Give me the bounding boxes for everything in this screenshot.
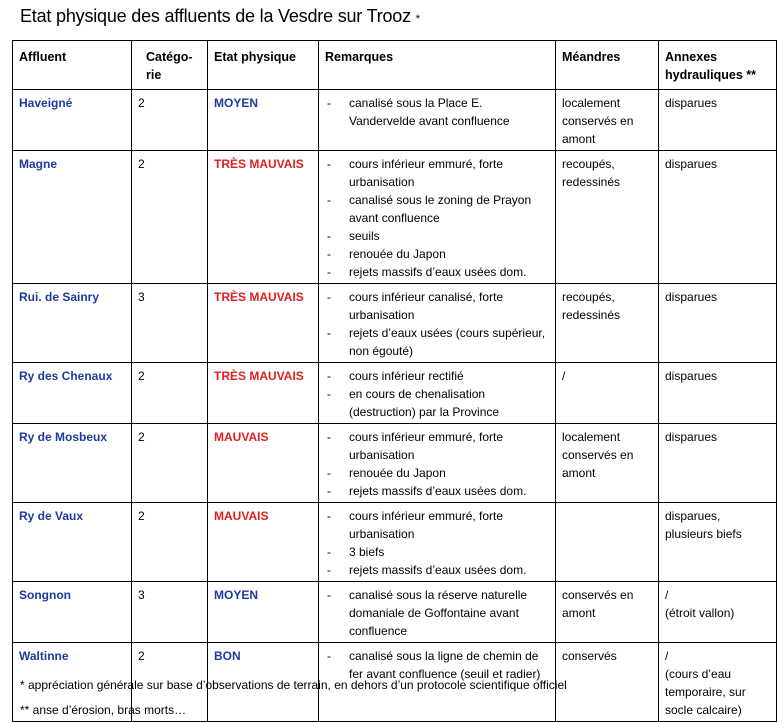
remarque-item: - cours inférieur emmuré, forte urbanisation	[325, 428, 549, 464]
page-title	[20, 6, 420, 27]
page-title-text: Etat physique des affluents de la Vesdre sur Trooz	[20, 6, 411, 26]
etat-physique-value: TRÈS MAUVAIS	[208, 151, 319, 284]
remarques-list	[325, 586, 549, 640]
meandres-value: conservés	[556, 643, 659, 722]
categorie-value: 2	[132, 151, 208, 284]
remarques-cell	[319, 363, 556, 424]
remarque-item: - cours inférieur canalisé, forte urbanisation	[325, 288, 549, 324]
remarques-cell	[319, 503, 556, 582]
remarque-item: - seuils	[325, 227, 549, 245]
annexes-value: disparues	[659, 424, 777, 503]
categorie-value: 3	[132, 284, 208, 363]
remarque-item: - canalisé sous la ligne de chemin de fer avant confluence (seuil et radier)	[325, 647, 549, 683]
affluent-name: Waltinne	[13, 643, 132, 722]
remarque-item: - rejets massifs d’eaux usées dom.	[325, 482, 549, 500]
remarques-cell	[319, 284, 556, 363]
etat-physique-value: MOYEN	[208, 90, 319, 151]
categorie-value: 3	[132, 582, 208, 643]
remarque-item: - renouée du Japon	[325, 245, 549, 263]
etat-physique-value: TRÈS MAUVAIS	[208, 363, 319, 424]
categorie-value: 2	[132, 643, 208, 722]
table-row	[13, 582, 777, 643]
etat-physique-value: MAUVAIS	[208, 424, 319, 503]
remarque-item: - canalisé sous la réserve naturelle domaniale de Goffontaine avant confluence	[325, 586, 549, 640]
meandres-value	[556, 503, 659, 582]
remarque-item: - en cours de chenalisation (destruction) par la Province	[325, 385, 549, 421]
affluent-name: Ry de Vaux	[13, 503, 132, 582]
header-remarques: Remarques	[319, 41, 556, 90]
etat-physique-value: BON	[208, 643, 319, 722]
header-etat-physique: Etat physique	[208, 41, 319, 90]
categorie-value: 2	[132, 363, 208, 424]
remarques-list	[325, 94, 549, 130]
remarques-list	[325, 288, 549, 360]
remarque-item: - cours inférieur rectifié	[325, 367, 549, 385]
table-row	[13, 424, 777, 503]
annexes-value: disparues	[659, 90, 777, 151]
remarque-item: - canalisé sous le zoning de Prayon avant confluence	[325, 191, 549, 227]
remarques-cell	[319, 582, 556, 643]
remarques-cell	[319, 424, 556, 503]
annexes-value: disparues	[659, 284, 777, 363]
etat-physique-value: MAUVAIS	[208, 503, 319, 582]
categorie-value: 2	[132, 503, 208, 582]
meandres-value: localement conservés en amont	[556, 90, 659, 151]
affluent-name: Ry de Mosbeux	[13, 424, 132, 503]
remarque-item: - canalisé sous la Place E. Vandervelde avant confluence	[325, 94, 549, 130]
header-affluent: Affluent	[13, 41, 132, 90]
title-footnote-marker: *	[415, 13, 420, 25]
affluents-table	[12, 40, 777, 722]
affluent-name: Magne	[13, 151, 132, 284]
meandres-value: localement conservés en amont	[556, 424, 659, 503]
table-header-row	[13, 41, 777, 90]
affluent-name: Haveigné	[13, 90, 132, 151]
table-body	[13, 90, 777, 722]
remarque-item: - rejets massifs d’eaux usées dom.	[325, 263, 549, 281]
header-annexes: Annexes hydrauliques **	[659, 41, 777, 90]
remarques-list	[325, 507, 549, 579]
affluent-name: Ry des Chenaux	[13, 363, 132, 424]
annexes-value: disparues	[659, 151, 777, 284]
annexes-value: disparues	[659, 363, 777, 424]
remarques-list	[325, 155, 549, 281]
table-row	[13, 151, 777, 284]
categorie-value: 2	[132, 90, 208, 151]
remarques-cell	[319, 151, 556, 284]
footnote-1: * appréciation générale sur base d’observations de terrain, en dehors d’un protocole scientifique officiel	[20, 678, 567, 692]
remarque-item: - cours inférieur emmuré, forte urbanisation	[325, 507, 549, 543]
table-row	[13, 90, 777, 151]
meandres-value: recoupés, redessinés	[556, 151, 659, 284]
header-meandres: Méandres	[556, 41, 659, 90]
meandres-value: /	[556, 363, 659, 424]
remarques-list	[325, 428, 549, 500]
table-row	[13, 503, 777, 582]
annexes-value: / (étroit vallon)	[659, 582, 777, 643]
header-categorie: Catégo-rie	[132, 41, 208, 90]
annexes-value: / (cours d’eau temporaire, sur socle calcaire)	[659, 643, 777, 722]
remarques-cell	[319, 90, 556, 151]
annexes-value: disparues, plusieurs biefs	[659, 503, 777, 582]
affluent-name: Songnon	[13, 582, 132, 643]
footnote-2: ** anse d’érosion, bras morts…	[20, 703, 187, 717]
remarque-item: - rejets massifs d’eaux usées dom.	[325, 561, 549, 579]
etat-physique-value: TRÈS MAUVAIS	[208, 284, 319, 363]
remarque-item: - rejets d’eaux usées (cours supérieur, non égouté)	[325, 324, 549, 360]
table-row	[13, 363, 777, 424]
meandres-value: conservés en amont	[556, 582, 659, 643]
etat-physique-value: MOYEN	[208, 582, 319, 643]
categorie-value: 2	[132, 424, 208, 503]
affluent-name: Rui. de Sainry	[13, 284, 132, 363]
remarque-item: - cours inférieur emmuré, forte urbanisation	[325, 155, 549, 191]
table-row	[13, 284, 777, 363]
remarque-item: - 3 biefs	[325, 543, 549, 561]
remarques-list	[325, 367, 549, 421]
meandres-value: recoupés, redessinés	[556, 284, 659, 363]
remarque-item: - renouée du Japon	[325, 464, 549, 482]
